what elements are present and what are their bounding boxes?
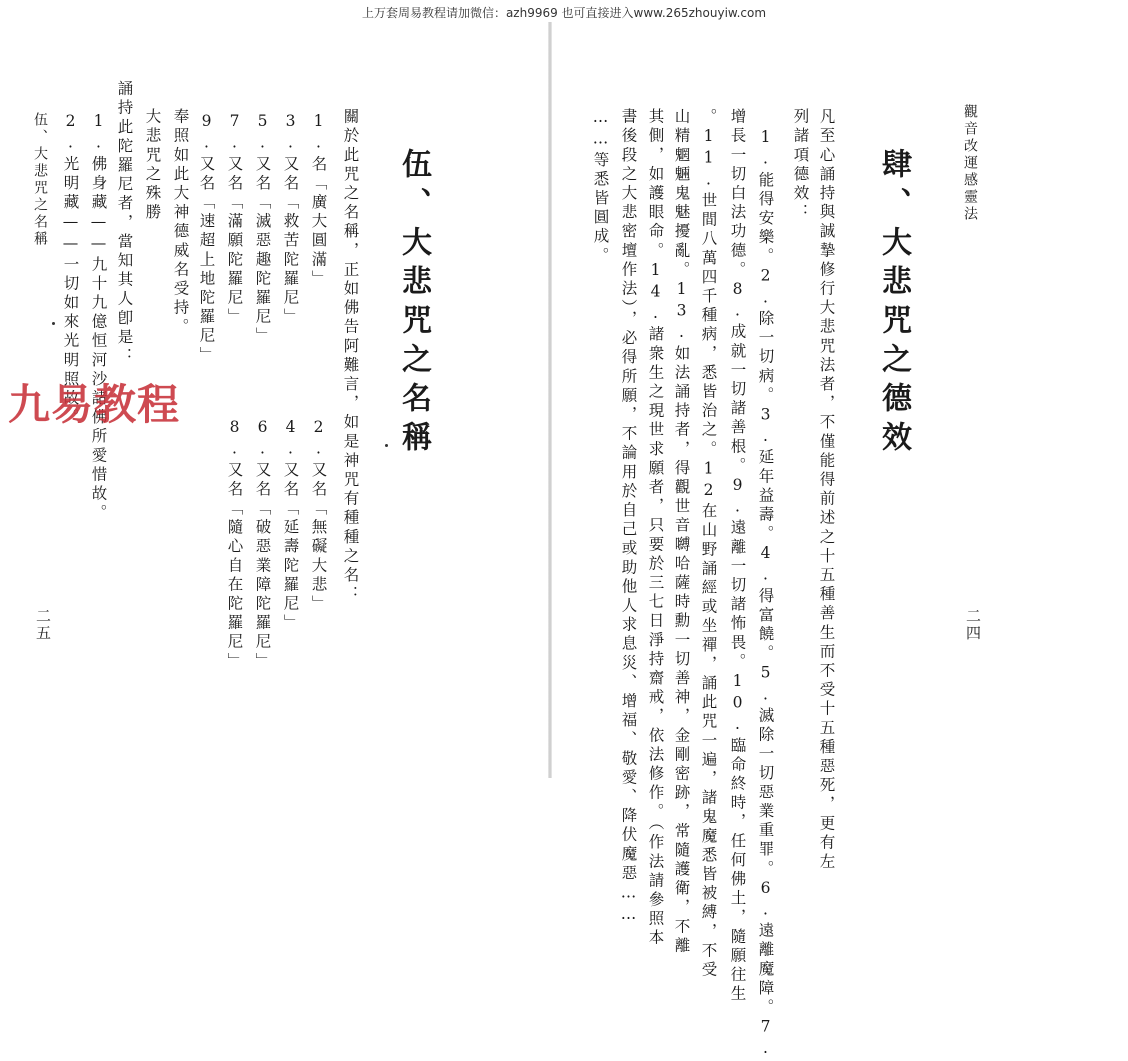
header-banner: 上万套周易教程请加微信：azh9969 也可直接进入www.265zhouyiw.com: [361, 6, 767, 20]
paragraph-line: 1.能得安樂。2.除一切病。3.延年益壽。4.得富饒。5.滅除一切惡業重罪。6.遠離魔障。7.: [756, 128, 775, 1061]
page-gutter: [548, 22, 552, 778]
benefit-intro: 誦持此陀羅尼者，當知其人卽是：: [115, 80, 134, 367]
paragraph-line: 。11.世間八萬四千種病，悉皆治之。12在山野誦經或坐禪，誦此咒一遍，諸鬼魔悉皆被縛，不受: [699, 108, 718, 980]
page-number-left: 二五: [34, 608, 52, 642]
intro-line: 關於此咒之名稱，正如佛告阿難言，如是神咒有種種之名：: [341, 108, 360, 605]
paragraph-line: ……等悉皆圓成。: [591, 108, 610, 266]
paragraph-line: 其側，如護眼命。14.諸衆生之現世求願者，只要於三七日淨持齋戒，依法修作。（作法請參照本: [646, 108, 665, 949]
name-item: 3.又名「救苦陀羅尼」: [281, 112, 300, 328]
running-title-left: 伍、大悲咒之名稱: [32, 112, 48, 248]
name-item: 4.又名「延壽陀羅尼」: [281, 418, 300, 634]
section-subtitle: 大悲咒之殊勝: [143, 108, 162, 223]
heading-right: 肆、大悲咒之德效: [876, 148, 911, 460]
benefit-item: 2.光明藏——一切如來光明照故。: [61, 112, 80, 428]
name-item: 1.名「廣大圓滿」: [309, 112, 328, 289]
watermark-logo: 九易教程: [8, 380, 181, 429]
name-item: 6.又名「破惡業障陀羅尼」: [253, 418, 272, 672]
name-item: 2.又名「無礙大悲」: [309, 418, 328, 614]
paragraph-line: 書後段之大悲密壇作法），必得所願，不論用於自己或助他人求息災、增福、敬愛、降伏魔惡……: [619, 108, 638, 927]
ink-speck: [52, 322, 55, 325]
name-item: 8.又名「隨心自在陀羅尼」: [225, 418, 244, 672]
name-item: 9.又名「速超上地陀羅尼」: [197, 112, 216, 366]
name-item: 5.又名「滅惡趣陀羅尼」: [253, 112, 272, 347]
paragraph-line: 山精魍魎鬼魅擾亂。13.如法誦持者，得觀世音嚩哈薩時勳一切善神，金剛密跡，常隨護衛，不離: [672, 108, 691, 956]
paragraph-line: 增長一切白法功德。8.成就一切諸善根。9.遠離一切諸怖畏。10.臨命終時，任何佛土，隨願往生: [728, 108, 747, 1005]
page-number-right: 二四: [964, 608, 982, 642]
paragraph-line: 列諸項德效：: [791, 108, 810, 223]
name-item: 7.又名「滿願陀羅尼」: [225, 112, 244, 328]
heading-left: 伍、大悲咒之名稱: [396, 148, 431, 460]
closing-line: 奉照如此大神德威名受持。: [171, 108, 190, 338]
ink-speck: [385, 444, 388, 447]
benefit-item: 1.佛身藏——九十九億恒河沙諸佛所愛惜故。: [89, 112, 108, 524]
paragraph-line: 凡至心誦持與誠摯修行大悲咒法者，不僅能得前述之十五種善生而不受十五種惡死，更有左: [817, 108, 836, 872]
running-title-right: 觀音改運感靈法: [962, 104, 978, 223]
